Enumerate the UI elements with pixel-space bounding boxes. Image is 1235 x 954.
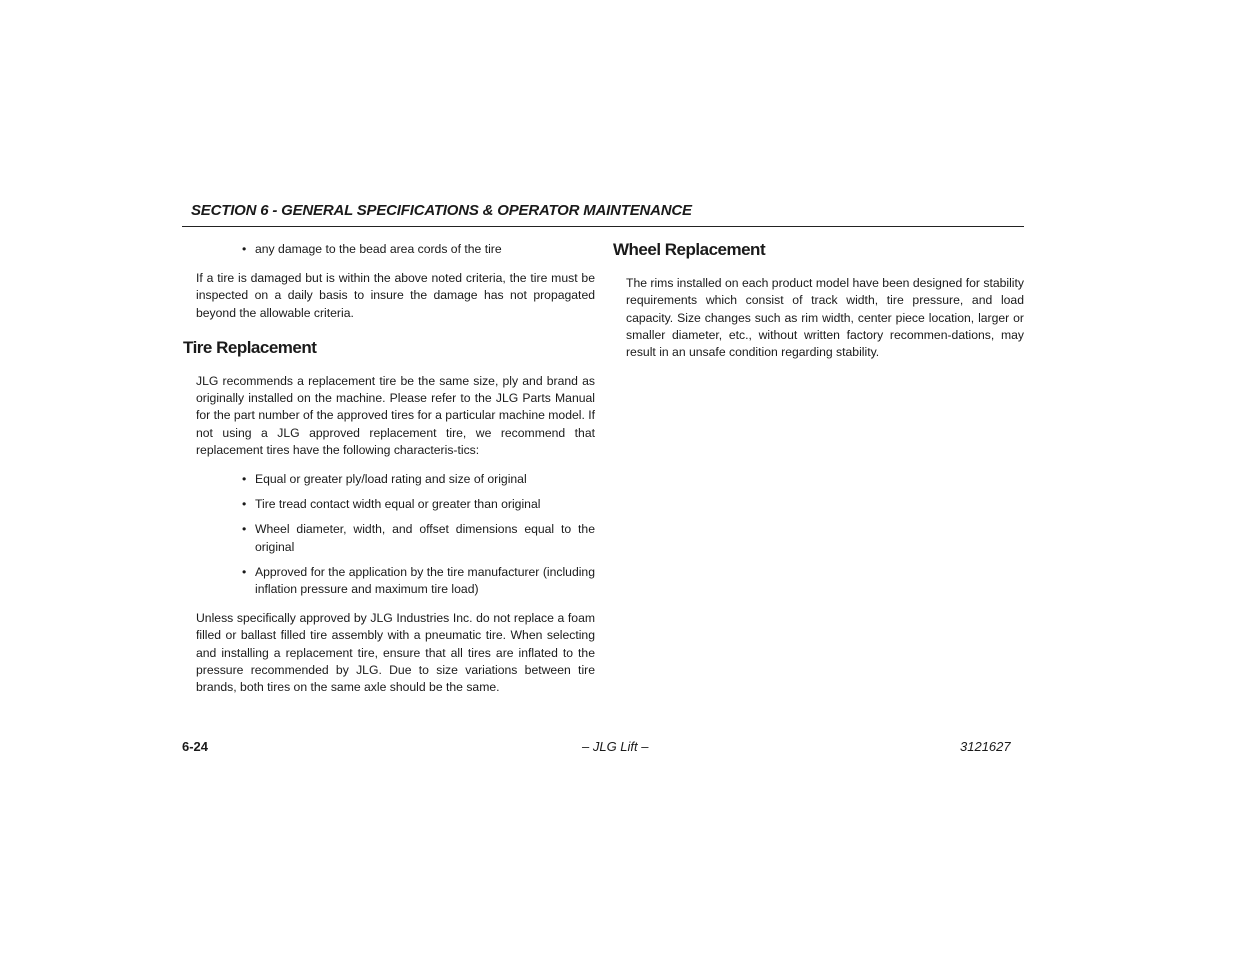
document-number: 3121627 xyxy=(960,739,1011,754)
bullet-dot-icon: • xyxy=(242,242,247,256)
page-number: 6-24 xyxy=(182,739,209,754)
bullet-text: any damage to the bead area cords of the tire xyxy=(255,242,502,256)
right-column xyxy=(613,240,1024,361)
bullet-item xyxy=(242,241,595,258)
bullet-item xyxy=(242,471,595,488)
wheel-replacement-heading: Wheel Replacement xyxy=(613,240,766,259)
bullet-text: Equal or greater ply/load rating and size of original xyxy=(255,472,527,487)
bullet-text: Approved for the application by the tire manufacturer (including inflation pressure and maximum tire load) xyxy=(255,564,595,597)
bullet-item xyxy=(242,521,595,555)
bullet-item xyxy=(242,564,595,598)
bullet-dot-icon: • xyxy=(242,564,247,579)
tire-replacement-intro: JLG recommends a replacement tire be the same size, ply and brand as originally installed on the machine. Please refer to the JLG Parts Manual for the part number of the approved tires for a particular machine model. If not using a JLG approved replacement tire, we recommend that replacement tires have the following characteris-tics: xyxy=(196,374,596,457)
bullet-text: Tire tread contact width equal or greater than original xyxy=(255,497,541,512)
bullet-dot-icon: • xyxy=(242,472,247,487)
wheel-replacement-body: The rims installed on each product model have been designed for stability requirements which consist of track width, tire pressure, and load capacity. Size changes such as rim width, center piece location, larger or smaller diameter, etc., without written factory recommen-dations, may result in an unsafe condition regarding stability. xyxy=(626,276,1024,360)
bullet-text: Wheel diameter, width, and offset dimensions equal to the original xyxy=(255,522,595,554)
header-rule xyxy=(182,226,1024,227)
bullet-item xyxy=(242,496,595,513)
tire-replacement-heading: Tire Replacement xyxy=(183,337,317,357)
bullet-dot-icon: • xyxy=(242,522,247,537)
left-column xyxy=(183,241,596,696)
damage-paragraph: If a tire is damaged but is within the above noted criteria, the tire must be inspected on a daily basis to insure the damage has not propagated beyond the allowable criteria. xyxy=(196,271,595,320)
footer-title: – JLG Lift – xyxy=(582,739,649,754)
bullet-dot-icon: • xyxy=(242,497,247,512)
section-title: SECTION 6 - GENERAL SPECIFICATIONS & OPERATOR MAINTENANCE xyxy=(191,202,692,219)
tire-replacement-closing: Unless specifically approved by JLG Industries Inc. do not replace a foam filled or ballast filled tire assembly with a pneumatic tire. When selecting and installing a replacement tire, ensure that all tires are inflated to the pressure recommended by JLG. Due to size variations between tire brands, both tires on the same axle should be the same. xyxy=(196,611,595,695)
